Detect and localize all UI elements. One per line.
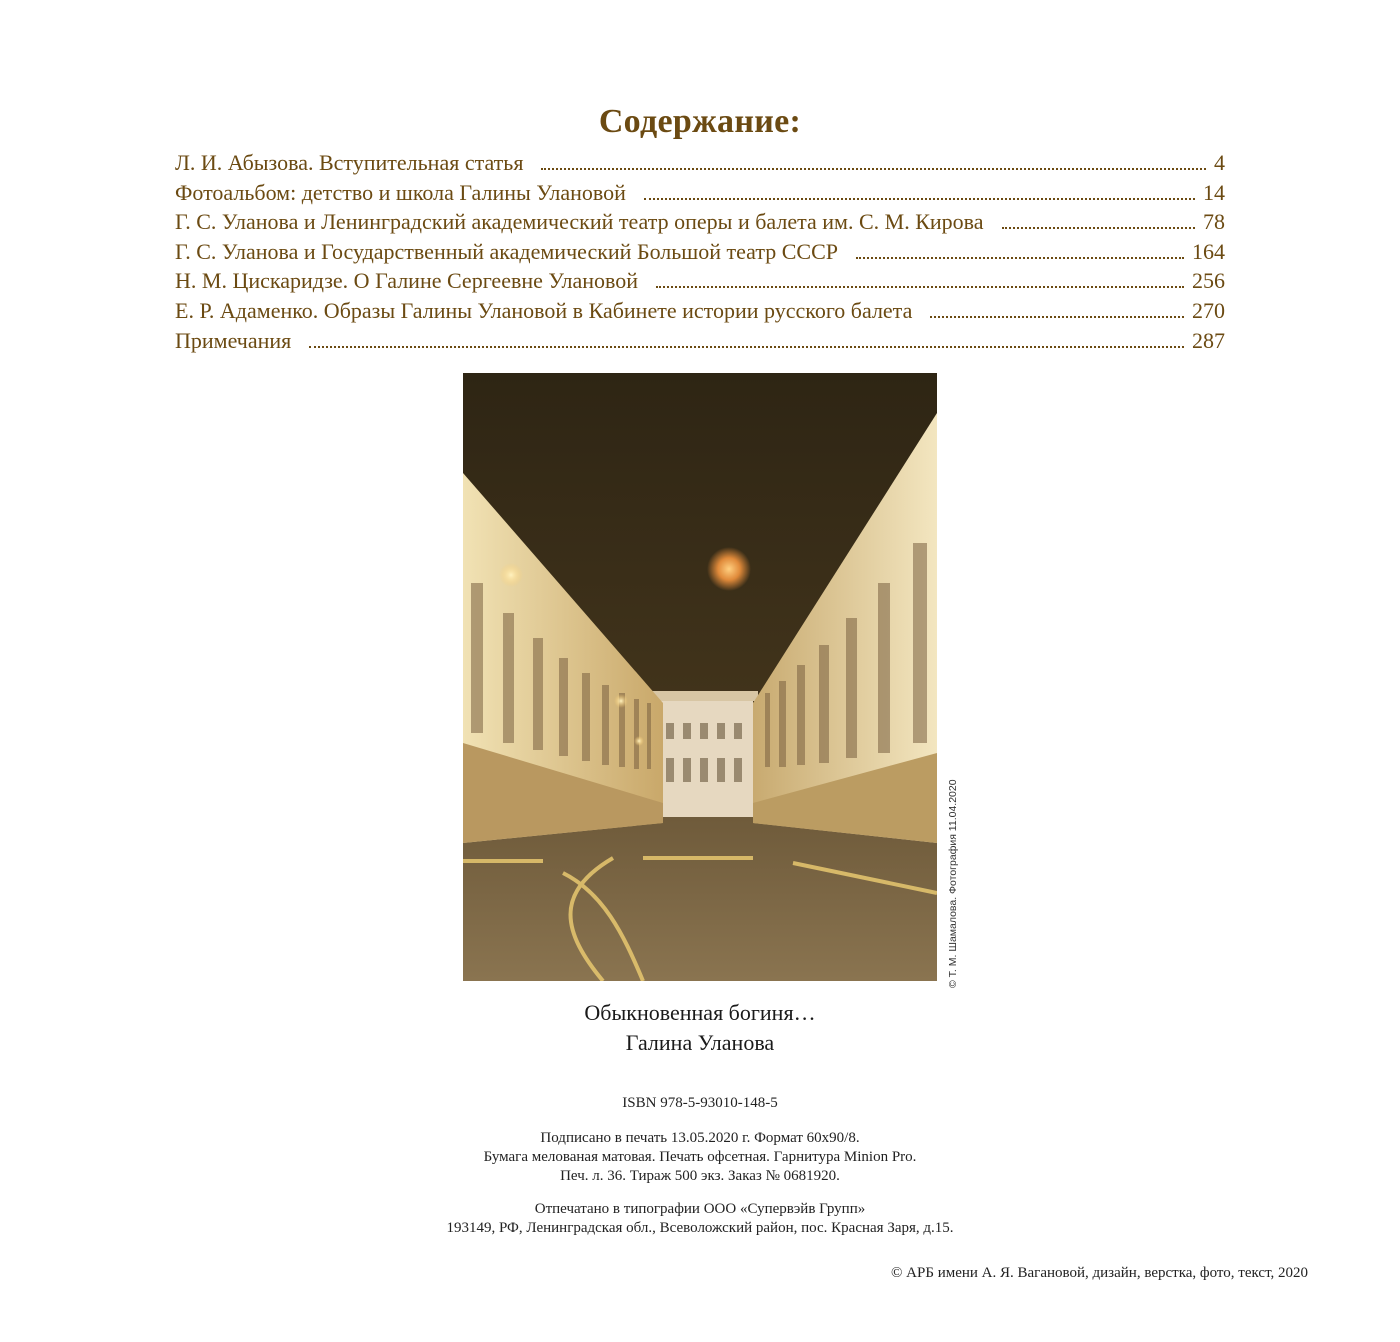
toc-leader-dots <box>309 346 1184 348</box>
toc-entry[interactable] <box>175 209 1225 239</box>
book-title-line2: Галина Уланова <box>625 1030 775 1055</box>
toc-entry-page: 78 <box>1203 209 1225 235</box>
page-title: Содержание: <box>598 102 802 140</box>
street-photo <box>463 373 937 981</box>
toc-entry-title: Примечания <box>175 327 292 353</box>
table-of-contents <box>175 150 1225 357</box>
toc-entry[interactable] <box>175 268 1225 298</box>
toc-entry-page: 270 <box>1192 297 1225 323</box>
toc-leader-dots <box>930 316 1184 318</box>
copyright: © АРБ имени А. Я. Вагановой, дизайн, верстка, фото, текст, 2020 <box>891 1265 1308 1281</box>
toc-entry-title: Л. И. Абызова. Вступительная статья <box>175 150 524 175</box>
toc-entry[interactable] <box>175 180 1225 210</box>
toc-entry-title: Е. Р. Адаменко. Образы Галины Улановой в Кабинете истории русского балета <box>175 297 913 323</box>
toc-entry-page: 4 <box>1214 150 1225 175</box>
toc-entry[interactable] <box>175 328 1225 358</box>
printer-info <box>0 1200 1400 1238</box>
book-title-line1: Обыкновенная богиня… <box>584 1000 816 1025</box>
toc-entry[interactable] <box>175 150 1225 180</box>
book-title <box>0 998 1400 1058</box>
moon-glow <box>707 547 751 591</box>
print-info-line: Подписано в печать 13.05.2020 г. Формат 60х90/8. <box>540 1130 860 1146</box>
toc-entry-page: 256 <box>1192 268 1225 294</box>
toc-entry[interactable] <box>175 298 1225 328</box>
toc-leader-dots <box>541 168 1206 170</box>
toc-leader-dots <box>856 257 1184 259</box>
toc-leader-dots <box>1002 227 1195 229</box>
photo-credit: © Т. М. Шамалова. Фотография 11.04.2020 <box>947 779 959 988</box>
isbn: ISBN 978-5-93010-148-5 <box>622 1095 778 1111</box>
print-info-line: Печ. л. 36. Тираж 500 экз. Заказ № 0681920. <box>560 1168 840 1184</box>
toc-entry-title: Г. С. Уланова и Государственный академический Большой театр СССР <box>175 238 839 264</box>
street-photo-illustration <box>463 373 937 981</box>
toc-entry-page: 287 <box>1192 327 1225 353</box>
toc-entry-title: Г. С. Уланова и Ленинградский академический театр оперы и балета им. С. М. Кирова <box>175 209 984 235</box>
printer-info-line: Отпечатано в типографии ООО «Супервэйв Групп» <box>534 1201 866 1217</box>
print-info <box>0 1129 1400 1186</box>
print-info-line: Бумага мелованая матовая. Печать офсетная. Гарнитура Minion Pro. <box>483 1149 917 1165</box>
toc-entry-title: Фотоальбом: детство и школа Галины Улановой <box>175 179 626 205</box>
toc-entry-title: Н. М. Цискаридзе. О Галине Сергеевне Улановой <box>175 268 639 294</box>
toc-entry-page: 164 <box>1192 238 1225 264</box>
printer-info-line: 193149, РФ, Ленинградская обл., Всеволожский район, пос. Красная Заря, д.15. <box>446 1220 954 1236</box>
toc-entry-page: 14 <box>1203 179 1225 205</box>
toc-entry[interactable] <box>175 239 1225 269</box>
toc-leader-dots <box>656 286 1184 288</box>
toc-leader-dots <box>644 198 1195 200</box>
